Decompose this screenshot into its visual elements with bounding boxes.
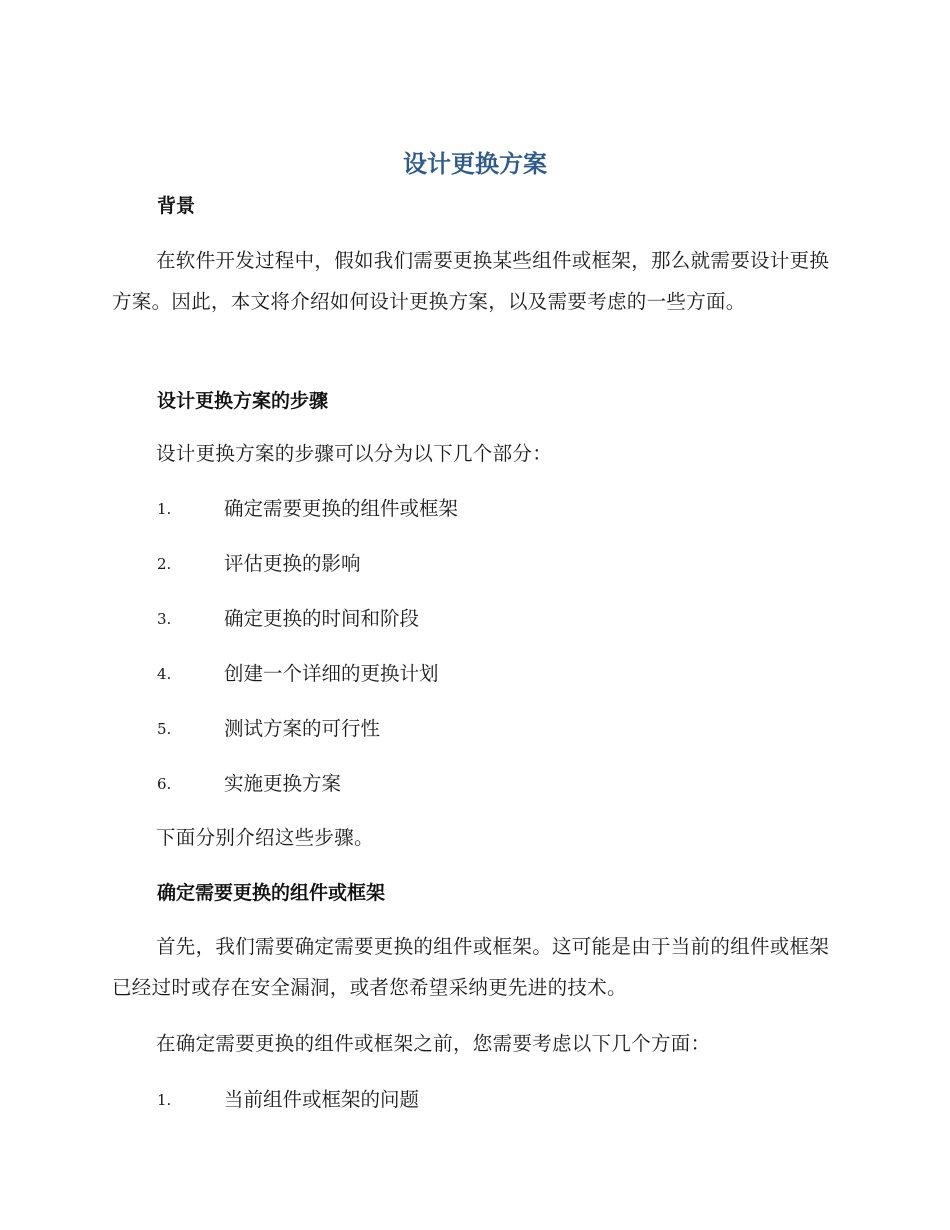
section-heading-steps: 设计更换方案的步骤 bbox=[157, 390, 329, 412]
list-item-number: 2. bbox=[157, 555, 172, 573]
list-item bbox=[157, 604, 837, 634]
list-item-number: 4. bbox=[157, 665, 172, 683]
list-item bbox=[157, 769, 837, 799]
list-item-text: 当前组件或框架的问题 bbox=[224, 1088, 420, 1111]
list-item bbox=[157, 714, 837, 744]
list-item-number: 6. bbox=[157, 775, 172, 793]
list-item bbox=[157, 494, 837, 524]
list-item bbox=[157, 1085, 837, 1115]
document-title: 设计更换方案 bbox=[403, 150, 547, 178]
section-heading-identify: 确定需要更换的组件或框架 bbox=[157, 882, 386, 904]
list-item bbox=[157, 659, 837, 689]
identify-paragraph: 首先，我们需要确定需要更换的组件或框架。这可能是由于当前的组件或框架已经过时或存在安全漏洞，或者您希望采纳更先进的技术。 bbox=[112, 935, 830, 999]
list-item-text: 确定需要更换的组件或框架 bbox=[224, 497, 459, 520]
background-paragraph: 在软件开发过程中，假如我们需要更换某些组件或框架，那么就需要设计更换方案。因此，本文将介绍如何设计更换方案，以及需要考虑的一些方面。 bbox=[112, 249, 830, 313]
list-item-number: 5. bbox=[157, 720, 172, 738]
considerations-intro-paragraph: 在确定需要更换的组件或框架之前，您需要考虑以下几个方面： bbox=[156, 1032, 711, 1055]
steps-outro-paragraph: 下面分别介绍这些步骤。 bbox=[156, 826, 374, 849]
list-item-text: 测试方案的可行性 bbox=[224, 717, 381, 740]
list-item-number: 1. bbox=[157, 500, 172, 518]
list-item-number: 1. bbox=[157, 1091, 172, 1109]
list-item bbox=[157, 549, 837, 579]
list-item-number: 3. bbox=[157, 610, 172, 628]
section-heading-background: 背景 bbox=[157, 195, 196, 217]
steps-intro-paragraph: 设计更换方案的步骤可以分为以下几个部分： bbox=[156, 442, 553, 465]
list-item-text: 实施更换方案 bbox=[224, 772, 342, 795]
list-item-text: 评估更换的影响 bbox=[224, 552, 361, 575]
list-item-text: 创建一个详细的更换计划 bbox=[224, 662, 439, 685]
list-item-text: 确定更换的时间和阶段 bbox=[224, 607, 420, 630]
